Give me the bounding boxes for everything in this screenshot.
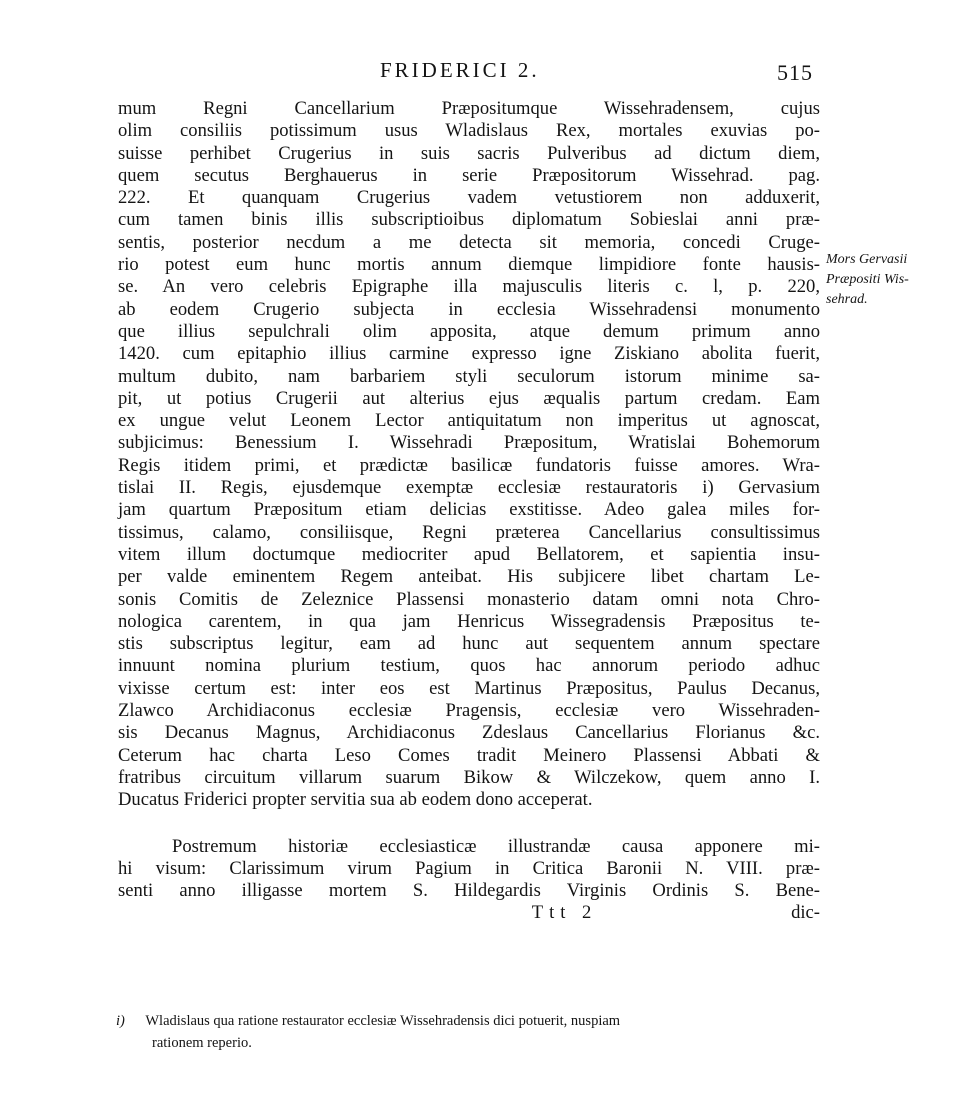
text-line: quem secutus Berghauerus in serie Præpositorum Wissehrad. pag. — [118, 164, 820, 186]
text-line: hi visum: Clarissimum virum Pagium in Critica Baronii N. VIII. præ- — [118, 857, 820, 879]
page-header — [0, 56, 960, 96]
text-line: cum tamen binis illis subscriptioibus diplomatum Sobieslai anni præ- — [118, 209, 820, 231]
footnote-line: rationem reperio. — [152, 1035, 252, 1051]
text-line: olim consiliis potissimum usus Wladislaus Rex, mortales exuvias po- — [118, 120, 820, 142]
text-line: vixisse certum est: inter eos est Martinus Præpositus, Paulus Decanus, — [118, 677, 820, 699]
text-line: pit, ut potius Crugerii aut alterius ejus æqualis partum credam. Eam — [118, 387, 820, 409]
text-line: tislai II. Regis, ejusdemque exemptæ ecclesiæ restauratoris i) Gervasium — [118, 477, 820, 499]
second-paragraph — [118, 836, 820, 903]
text-line: Zlawco Archidiaconus ecclesiæ Pragensis, ecclesiæ vero Wissehraden- — [118, 700, 820, 722]
text-line: Regis itidem primi, et prædictæ basilicæ fundatoris fuisse amores. Wra- — [118, 454, 820, 476]
footnote-mark: i) — [116, 1013, 125, 1029]
footnote — [116, 1010, 836, 1054]
text-line: mum Regni Cancellarium Præpositumque Wissehradensem, cujus — [118, 98, 820, 119]
main-paragraph — [118, 98, 820, 812]
text-line: que illius sepulchrali olim apposita, atque demum primum anno — [118, 320, 820, 342]
catchword: dic- — [791, 902, 820, 924]
text-line: jam quartum Præpositum etiam delicias exstitisse. Adeo galea miles for- — [118, 499, 820, 521]
text-line: sis Decanus Magnus, Archidiaconus Zdeslaus Cancellarius Florianus &c. — [118, 722, 820, 744]
text-line: Postremum historiæ ecclesiasticæ illustrandæ causa apponere mi- — [172, 835, 820, 857]
text-line: fratribus circuitum villarum suarum Bikow & Wilczekow, quem anno I. — [118, 766, 820, 788]
signature-mark: Ttt 2 — [531, 902, 598, 924]
text-line: multum dubito, nam barbariem styli seculorum istorum minime sa- — [118, 365, 820, 387]
signature-line — [118, 902, 820, 924]
margin-note — [826, 250, 956, 310]
margin-note-line: sehrad. — [826, 292, 868, 307]
footnote-line — [116, 1010, 836, 1032]
text-line: suisse perhibet Crugerius in suis sacris Pulveribus ad dictum diem, — [118, 142, 820, 164]
text-line: sentis, posterior necdum a me detecta sit memoria, concedi Cruge- — [118, 231, 820, 253]
text-line: 222. Et quanquam Crugerius vadem vetustiorem non adduxerit, — [118, 187, 820, 209]
body-text — [118, 98, 820, 925]
margin-note-line: Mors Gervasii — [826, 252, 908, 267]
text-line: per valde eminentem Regem anteibat. His subjicere libet chartam Le- — [118, 566, 820, 588]
text-line: ex ungue velut Leonem Lector antiquitatum non imperitus ut agnoscat, — [118, 410, 820, 432]
text-line: subjicimus: Benessium I. Wissehradi Præpositum, Wratislai Bohemorum — [118, 432, 820, 454]
text-line: se. An vero celebris Epigraphe illa majusculis literis c. l, p. 220, — [118, 276, 820, 298]
text-line: stis subscriptus legitur, eam ad hunc aut sequentem annum spectare — [118, 633, 820, 655]
text-line: nologica carentem, in qua jam Henricus Wissegradensis Præpositus te- — [118, 610, 820, 632]
text-line: senti anno illigasse mortem S. Hildegardis Virginis Ordinis S. Bene- — [118, 880, 820, 902]
text-line: 1420. cum epitaphio illius carmine expresso igne Ziskiano abolita fuerit, — [118, 343, 820, 365]
text-line: vitem illum doctumque mediocriter apud Bellatorem, et sapientia insu- — [118, 543, 820, 565]
text-line: Ceterum hac charta Leso Comes tradit Meinero Plassensi Abbati & — [118, 744, 820, 766]
text-line: sonis Comitis de Zeleznice Plassensi monasterio datam omni nota Chro- — [118, 588, 820, 610]
text-line: innuunt nomina plurium testium, quos hac annorum periodo adhuc — [118, 655, 820, 677]
running-title: FRIDERICI 2. — [380, 58, 540, 82]
text-line: Ducatus Friderici propter servitia sua ab eodem dono acceperat. — [118, 789, 593, 811]
margin-note-line: Præpositi Wis- — [826, 272, 909, 287]
footnote-text: Wladislaus qua ratione restaurator ecclesiæ Wissehradensis dici potuerit, nuspiam — [145, 1013, 621, 1029]
text-line: tissimus, calamo, consiliisque, Regni præterea Cancellarius consultissimus — [118, 521, 820, 543]
text-line: ab eodem Crugerio subjecta in ecclesia Wissehradensi monumento — [118, 298, 820, 320]
page-number: 515 — [777, 60, 813, 85]
text-line: rio potest eum hunc mortis annum diemque limpidiore fonte hausis- — [118, 254, 820, 276]
